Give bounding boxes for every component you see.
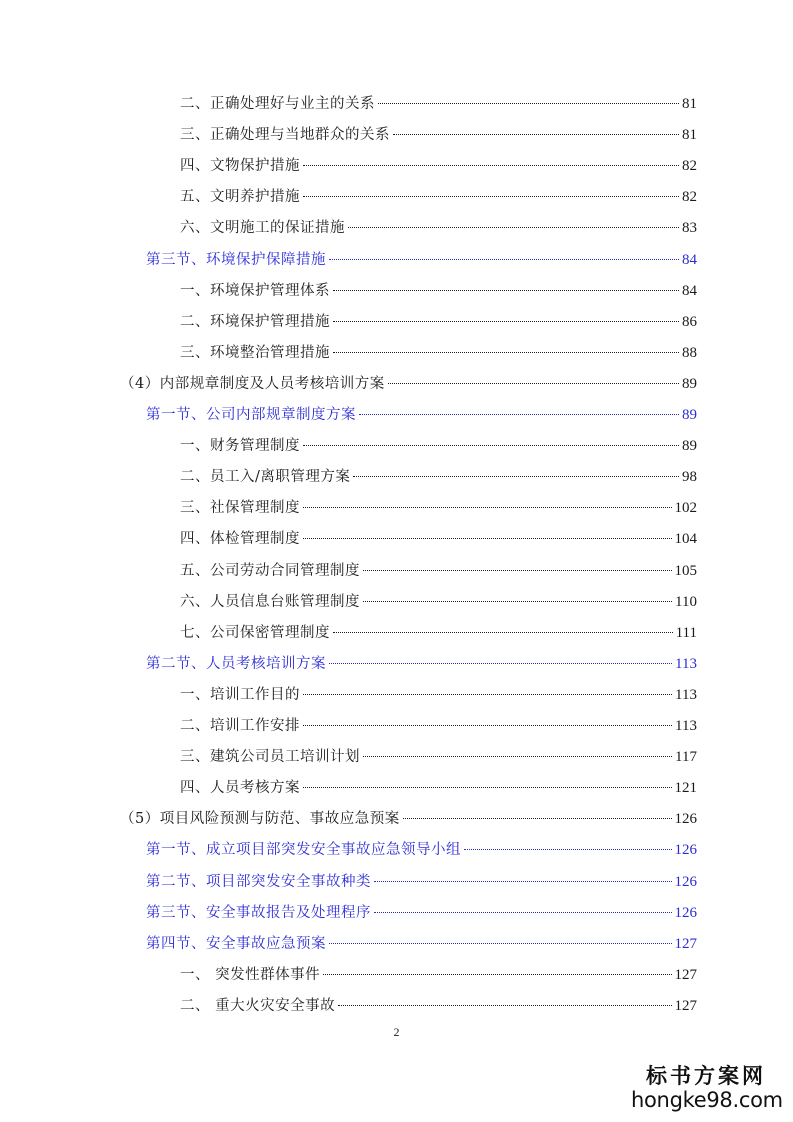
toc-entry-page: 113: [675, 655, 697, 672]
toc-entry-page: 127: [674, 997, 697, 1014]
toc-entry-title: 第一节、成立项目部突发安全事故应急领导小组: [146, 842, 461, 859]
toc-entry-page: 82: [682, 189, 697, 206]
page-number: 2: [393, 1025, 400, 1039]
toc-entry-title: 二、 重大火灾安全事故: [180, 997, 336, 1014]
toc-dot-leader: [333, 351, 679, 353]
toc-entry: [120, 807, 697, 831]
toc-entry-page: 104: [674, 531, 697, 548]
toc-entry: [180, 341, 697, 365]
toc-entry: [180, 994, 697, 1018]
toc-dot-leader: [303, 164, 679, 166]
toc-entry-page: 121: [674, 780, 697, 797]
watermark-logo: [631, 1064, 781, 1112]
toc-entry-page: 89: [682, 407, 697, 423]
toc-entry-title: 七、公司保密管理制度: [180, 624, 330, 641]
toc-entry-page: 81: [682, 127, 697, 144]
toc-entry-title: 四、文物保护措施: [180, 158, 300, 175]
toc-entry: [180, 279, 697, 303]
toc-entry-page: 126: [674, 842, 697, 859]
toc-entry-page: 88: [682, 344, 697, 361]
toc-dot-leader: [329, 258, 679, 260]
toc-entry-title: 一、环境保护管理体系: [180, 282, 330, 299]
toc-entry-page: 111: [675, 624, 697, 641]
toc-entry: [180, 621, 697, 645]
toc-entry-page: 110: [675, 593, 697, 610]
toc-entry-page: 126: [674, 811, 697, 828]
toc-entry-title: 三、环境整治管理措施: [180, 344, 330, 361]
toc-dot-leader: [363, 600, 672, 602]
toc-dot-leader: [329, 942, 672, 944]
toc-entry-page: 117: [675, 749, 697, 766]
toc-entry-title: 一、培训工作目的: [180, 686, 300, 703]
toc-dot-leader: [303, 195, 679, 197]
toc-entry[interactable]: [146, 870, 697, 894]
toc-entry-page: 127: [674, 935, 697, 952]
toc-entry-title: 二、员工入/离职管理方案: [180, 469, 351, 486]
toc-dot-leader: [333, 320, 679, 322]
toc-dot-leader: [464, 848, 672, 850]
toc-entry-page: 83: [682, 220, 697, 237]
toc-entry-page: 126: [674, 904, 697, 921]
toc-entry: [180, 963, 697, 987]
toc-entry-page: 86: [682, 313, 697, 330]
toc-entry: [180, 590, 697, 614]
toc-entry: [180, 776, 697, 800]
toc-entry-title: （5）项目风险预测与防范、事故应急预案: [120, 811, 400, 828]
toc-dot-leader: [388, 382, 679, 384]
toc-entry-title: 第一节、公司内部规章制度方案: [146, 407, 356, 423]
toc-entry: [180, 527, 697, 551]
toc-entry-title: 第二节、项目部突发安全事故种类: [146, 873, 371, 890]
toc-entry-page: 102: [674, 500, 697, 517]
toc-entry: [180, 559, 697, 583]
toc-entry-page: 89: [682, 438, 697, 455]
toc-entry-title: 第三节、安全事故报告及处理程序: [146, 904, 371, 921]
toc-entry-title: 第三节、环境保护保障措施: [146, 251, 326, 268]
toc-entry-title: 四、体检管理制度: [180, 531, 300, 548]
toc-entry-title: 二、正确处理好与业主的关系: [180, 96, 375, 112]
toc-entry-title: 六、人员信息台账管理制度: [180, 593, 360, 610]
toc-dot-leader: [374, 911, 672, 913]
toc-entry-title: 四、人员考核方案: [180, 780, 300, 797]
toc-entry-title: 五、公司劳动合同管理制度: [180, 562, 360, 579]
toc-entry: [180, 310, 697, 334]
toc-entry-page: 89: [682, 375, 697, 392]
toc-dot-leader: [323, 973, 671, 975]
toc-entry: [180, 496, 697, 520]
toc-dot-leader: [303, 506, 672, 508]
toc-entry-page: 126: [674, 873, 697, 890]
toc-dot-leader: [303, 786, 672, 788]
toc-entry: [180, 683, 697, 707]
toc-dot-leader: [363, 569, 672, 571]
toc-entry-page: 105: [674, 562, 697, 579]
toc-entry: [180, 92, 697, 116]
toc-entry-title: 二、培训工作安排: [180, 718, 300, 734]
toc-entry-title: 一、 突发性群体事件: [180, 966, 321, 983]
watermark-en: hongke98.com: [631, 1088, 783, 1112]
toc-entry-page: 98: [682, 469, 697, 486]
toc-entry-page: 127: [674, 966, 697, 983]
toc-dot-leader: [353, 475, 679, 477]
toc-entry: [180, 123, 697, 147]
toc-entry-title: 三、社保管理制度: [180, 500, 300, 517]
toc-dot-leader: [374, 880, 672, 882]
toc-entry-title: （4）内部规章制度及人员考核培训方案: [120, 375, 385, 392]
toc-entry-page: 84: [682, 251, 697, 268]
toc-entry: [180, 745, 697, 769]
toc-entry: [180, 185, 697, 209]
toc-entry: [180, 154, 697, 178]
toc-dot-leader: [333, 631, 673, 633]
toc-entry-page: 82: [682, 158, 697, 175]
toc-entry-page: 113: [675, 686, 697, 703]
toc-entry[interactable]: [146, 403, 697, 427]
toc-dot-leader: [329, 662, 672, 664]
toc-entry-page: 113: [675, 718, 697, 734]
toc-entry: [180, 216, 697, 240]
toc-dot-leader: [359, 413, 679, 415]
toc-entry: [180, 434, 697, 458]
toc-dot-leader: [363, 755, 672, 757]
toc-dot-leader: [338, 1004, 671, 1006]
toc-dot-leader: [403, 817, 672, 819]
toc-entry[interactable]: [146, 652, 697, 676]
toc-entry-title: 六、文明施工的保证措施: [180, 220, 345, 237]
toc-dot-leader: [303, 724, 672, 726]
toc-dot-leader: [303, 537, 672, 539]
toc-entry-title: 第四节、安全事故应急预案: [146, 935, 326, 952]
toc-entry: [180, 465, 697, 489]
toc-entry: [120, 372, 697, 396]
toc-entry[interactable]: [146, 838, 697, 862]
toc-entry-page: 81: [682, 96, 697, 112]
toc-entry-title: 二、环境保护管理措施: [180, 313, 330, 330]
toc-entry[interactable]: [146, 932, 697, 956]
toc-dot-leader: [378, 102, 679, 104]
toc-entry[interactable]: [146, 901, 697, 925]
toc-dot-leader: [348, 226, 679, 228]
toc-dot-leader: [303, 444, 679, 446]
toc-entry-title: 三、建筑公司员工培训计划: [180, 749, 360, 766]
toc-entry[interactable]: [146, 248, 697, 272]
toc-entry: [180, 714, 697, 738]
toc-entry-title: 一、财务管理制度: [180, 438, 300, 455]
toc-dot-leader: [393, 133, 679, 135]
toc-entry-page: 84: [682, 282, 697, 299]
toc-entry-title: 第二节、人员考核培训方案: [146, 655, 326, 672]
toc-entry-title: 三、正确处理与当地群众的关系: [180, 127, 390, 144]
watermark-cn: 标书方案网: [646, 1064, 766, 1088]
toc-dot-leader: [303, 693, 672, 695]
toc-dot-leader: [333, 289, 679, 291]
toc-entry-title: 五、文明养护措施: [180, 189, 300, 206]
